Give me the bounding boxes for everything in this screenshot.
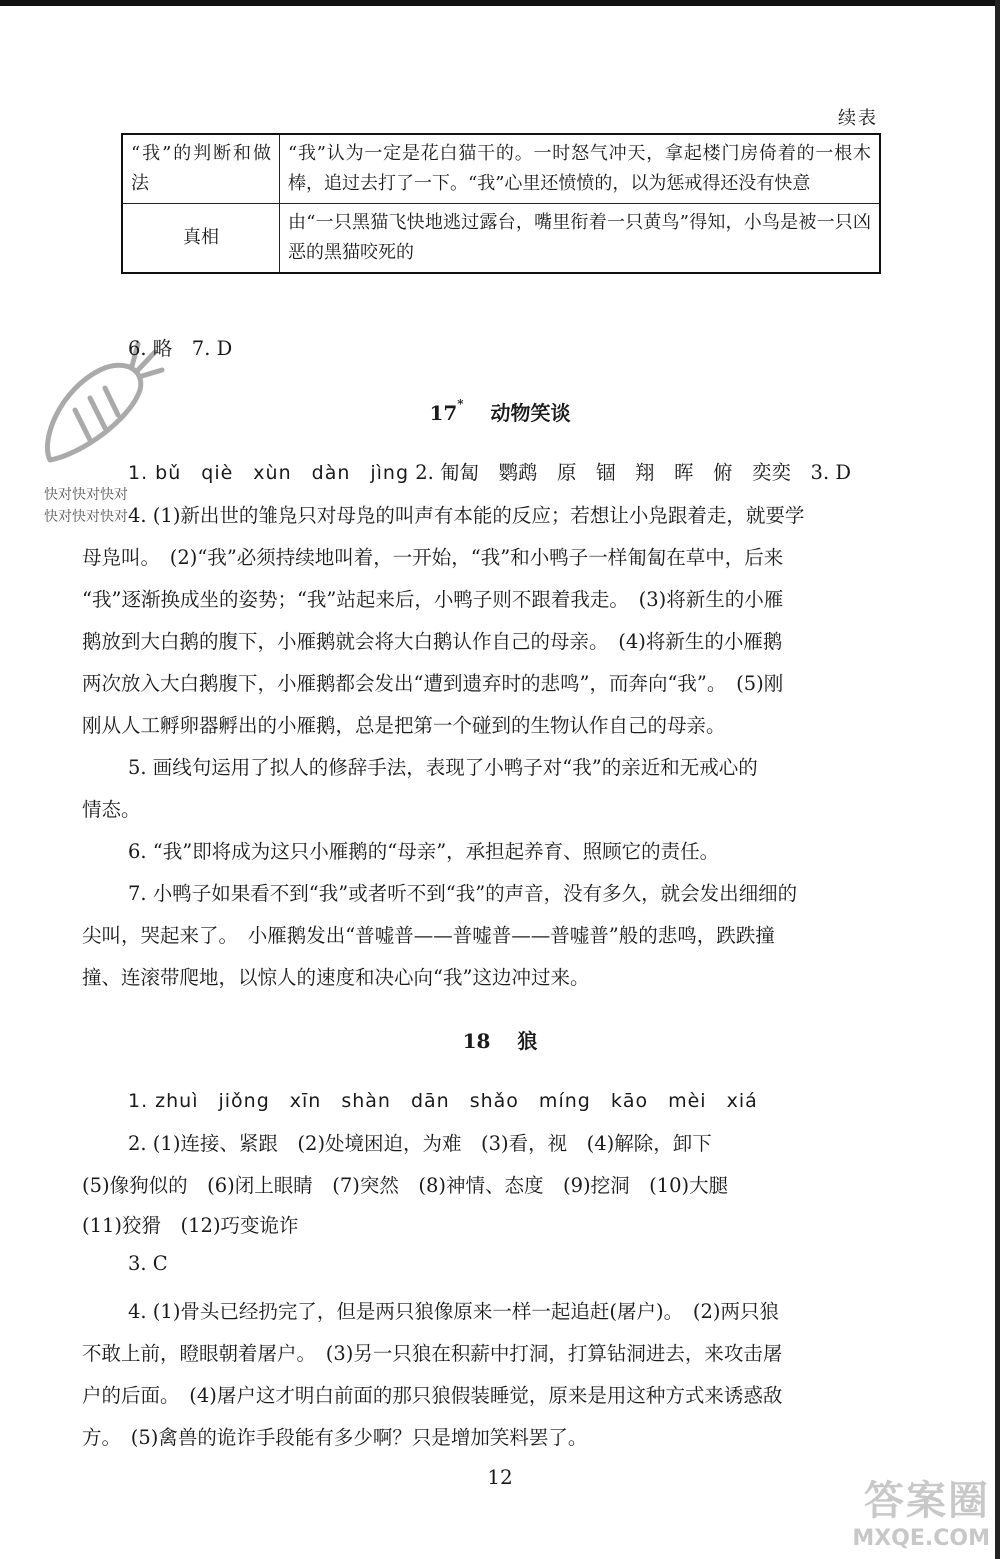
s17-q4-line: 4. (1)新出世的雏凫只对母凫的叫声有本能的反应；若想让小凫跟着走，就要学: [128, 504, 805, 527]
s17-q6: 6. “我”即将成为这只小雁鹅的“母亲”，承担起养育、照顾它的责任。: [128, 840, 720, 863]
table-row-label: “我”的判断和做法: [122, 134, 280, 204]
answer-6-7: 6. 略 7. D: [128, 337, 233, 360]
section-title: 狼: [517, 1029, 538, 1053]
scan-right-edge: [995, 0, 1000, 1559]
s17-q5-line: 情态。: [82, 798, 141, 821]
s17-q5-line: 5. 画线句运用了拟人的修辞手法，表现了小鸭子对“我”的亲近和无戒心的: [128, 756, 758, 779]
watermark-text: 快对快对快对: [44, 509, 128, 525]
s17-q7-line: 7. 小鸭子如果看不到“我”或者听不到“我”的声音，没有多久，就会发出细细的: [128, 882, 798, 905]
s17-q2-q3: 2. 匍匐 鹦鹉 原 锢 翔 晖 俯 奕奕 3. D: [415, 461, 851, 484]
continued-label: 续表: [838, 108, 878, 129]
s17-q1-q3: [128, 457, 966, 485]
table-row-label: 真相: [122, 204, 280, 274]
s18-q4-line: 不敢上前，瞪眼朝着屠户。 (3)另一只狼在积薪中打洞，打算钻洞进去，来攻击屠: [82, 1342, 783, 1365]
table-row-content: “我”认为一定是花白猫干的。一时怒气冲天，拿起楼门房倚着的一根木棒，追过去打了一下。“我”心里还愤愤的，以为惩戒得还没有快意: [280, 134, 881, 204]
s17-q4-line: 鹅放到大白鹅的腹下，小雁鹅就会将大白鹅认作自己的母亲。 (4)将新生的小雁鹅: [82, 630, 783, 653]
s17-q1-pinyin: 1. bǔ qiè xùn dàn jìng: [128, 462, 410, 484]
s18-q4-line: 方。 (5)禽兽的诡诈手段能有多少啊？只是增加笑料罢了。: [82, 1426, 588, 1449]
s18-q2-line: (5)像狗似的 (6)闭上眼睛 (7)突然 (8)神情、态度 (9)挖洞 (10)大腿: [82, 1174, 729, 1197]
s18-q4-line: 户的后面。 (4)屠户这才明白前面的那只狼假装睡觉，原来是用这种方式来诱惑敌: [82, 1384, 783, 1407]
section-18-heading: [0, 1025, 1000, 1054]
watermark-text: 快对快对快对: [44, 487, 128, 503]
page-number: 12: [487, 1465, 513, 1489]
s17-q4-line: 刚从人工孵卵器孵出的小雁鹅，总是把第一个碰到的生物认作自己的母亲。: [82, 714, 726, 737]
s17-q4-line: “我”逐渐换成坐的姿势；“我”站起来后，小鸭子则不跟着我走。 (3)将新生的小雁: [82, 588, 784, 611]
table-row: [122, 204, 880, 274]
optional-mark: *: [457, 397, 464, 411]
s18-q1-pinyin: 1. zhuì jiǒng xīn shàn dān shǎo míng kāo mèi xiá: [128, 1090, 758, 1112]
table-row-content: 由“一只黑猫飞快地逃过露台，嘴里衔着一只黄鸟”得知，小鸟是被一只凶恶的黑猫咬死的: [280, 204, 881, 274]
s18-q4-line: 4. (1)骨头已经扔完了，但是两只狼像原来一样一起追赶(屠户)。 (2)两只狼: [128, 1300, 780, 1323]
watermark-brand: 答案圈: [864, 1478, 990, 1524]
section-number: 17: [429, 401, 458, 425]
table-row: [122, 134, 880, 204]
s17-q4-line: 两次放入大白鹅腹下，小雁鹅都会发出“遭到遗弃时的悲鸣”，而奔向“我”。 (5)刚: [82, 672, 784, 695]
s18-q3: 3. C: [128, 1252, 168, 1275]
s17-q4-line: 母凫叫。 (2)“我”必须持续地叫着，一开始，“我”和小鸭子一样匍匐在草中，后来: [82, 546, 784, 569]
watermark-site: MXQE.COM: [852, 1526, 990, 1551]
s17-q7-line: 撞、连滚带爬地，以惊人的速度和决心向“我”这边冲过来。: [82, 966, 590, 989]
section-number: 18: [462, 1029, 491, 1053]
scan-top-edge: [0, 0, 1000, 6]
section-17-heading: [0, 397, 1000, 426]
answer-table: [121, 133, 881, 274]
s17-q7-line: 尖叫，哭起来了。 小雁鹅发出“普嘘普——普嘘普——普嘘普”般的悲鸣，跌跌撞: [82, 924, 775, 947]
section-title: 动物笑谈: [490, 401, 571, 425]
corner-watermark: [852, 1469, 990, 1551]
s18-q2-line: 2. (1)连接、紧跟 (2)处境困迫，为难 (3)看，视 (4)解除，卸下: [128, 1132, 712, 1155]
s18-q2-line: (11)狡猾 (12)巧变诡诈: [82, 1214, 299, 1237]
